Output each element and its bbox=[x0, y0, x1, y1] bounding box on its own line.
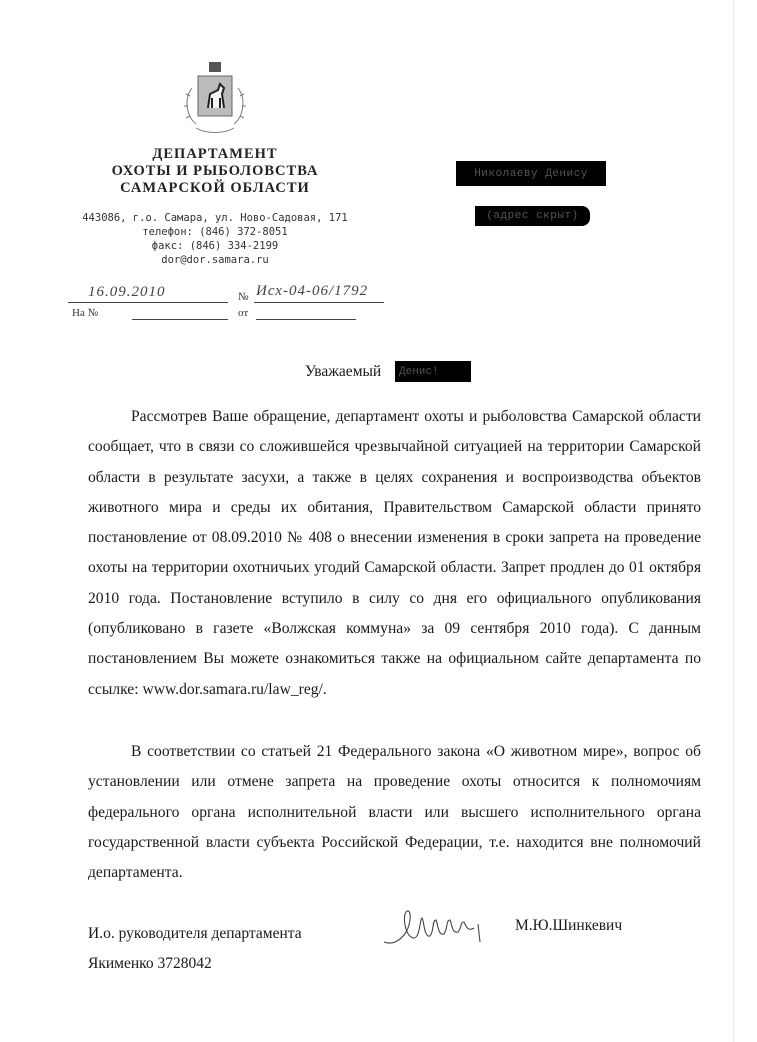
samara-coat-of-arms-icon bbox=[182, 58, 248, 138]
recipient-address-redacted: (адрес скрыт) bbox=[475, 206, 590, 226]
department-line-2: ОХОТЫ И РЫБОЛОВСТВА bbox=[111, 163, 319, 179]
date-underline bbox=[68, 302, 228, 303]
number-underline bbox=[254, 302, 384, 303]
reference-label: На № bbox=[72, 307, 99, 319]
department-line-3: САМАРСКОЙ ОБЛАСТИ bbox=[120, 180, 310, 196]
phone: телефон: (846) 372-8051 bbox=[142, 226, 288, 238]
recipient-name-redacted: Николаеву Денису bbox=[456, 161, 606, 186]
signer-title: И.о. руководителя департамента bbox=[88, 925, 302, 942]
department-contacts bbox=[50, 211, 380, 267]
from-label: от bbox=[238, 307, 249, 319]
outgoing-number: Исх-04-06/1792 bbox=[256, 283, 369, 299]
salutation: Уважаемый bbox=[305, 363, 382, 380]
department-line-1: ДЕПАРТАМЕНТ bbox=[152, 146, 278, 162]
body-paragraph-2 bbox=[88, 737, 701, 888]
paragraph-2-text: В соответствии со статьей 21 Федерального закона «О животном мире», вопрос об установлении или отмене запрета на проведение охоты относится к полномочиям федерального органа исполнительной власти или высшего исполнительного органа государственной власти субъекта Российской Федерации, т.е. находится вне полномочий департамента. bbox=[88, 743, 701, 882]
handwritten-signature-icon bbox=[380, 898, 500, 948]
reference-underline bbox=[132, 319, 228, 320]
scan-edge-line bbox=[733, 0, 734, 1042]
signer-name: М.Ю.Шинкевич bbox=[515, 917, 623, 934]
fax: факс: (846) 334-2199 bbox=[151, 240, 279, 252]
number-label: № bbox=[238, 291, 249, 303]
email: dor@dor.samara.ru bbox=[161, 254, 269, 266]
body-paragraph-1 bbox=[88, 402, 701, 705]
from-underline bbox=[256, 319, 356, 320]
paragraph-1-text: Рассмотрев Ваше обращение, департамент охоты и рыболовства Самарской области сообщает, что в связи со сложившейся чрезвычайной ситуацией на территории Самарской области в результате засухи, а также в целях сохранения и воспроизводства объектов животного мира и среды их обитания, Правительством Самарской области принято постановление от 08.09.2010 № 408 о внесении изменения в сроки запрета на проведение охоты на территории охотничьих угодий Самарской области. Запрет продлен до 01 октября 2010 года. Постановление вступило в силу со дня его официального опубликования (опубликовано в газете «Волжская коммуна» за 09 сентября 2010 года). С данным постановлением Вы можете ознакомиться также на официальном сайте департамента по ссылке: www.dor.samara.ru/law_reg/. bbox=[88, 408, 701, 698]
address: 443086, г.о. Самара, ул. Ново-Садовая, 171 bbox=[82, 212, 348, 224]
executor-contact: Якименко 3728042 bbox=[88, 955, 212, 972]
salutation-name-redacted: Денис! bbox=[395, 361, 471, 382]
department-name bbox=[60, 146, 370, 197]
outgoing-date: 16.09.2010 bbox=[88, 284, 166, 300]
